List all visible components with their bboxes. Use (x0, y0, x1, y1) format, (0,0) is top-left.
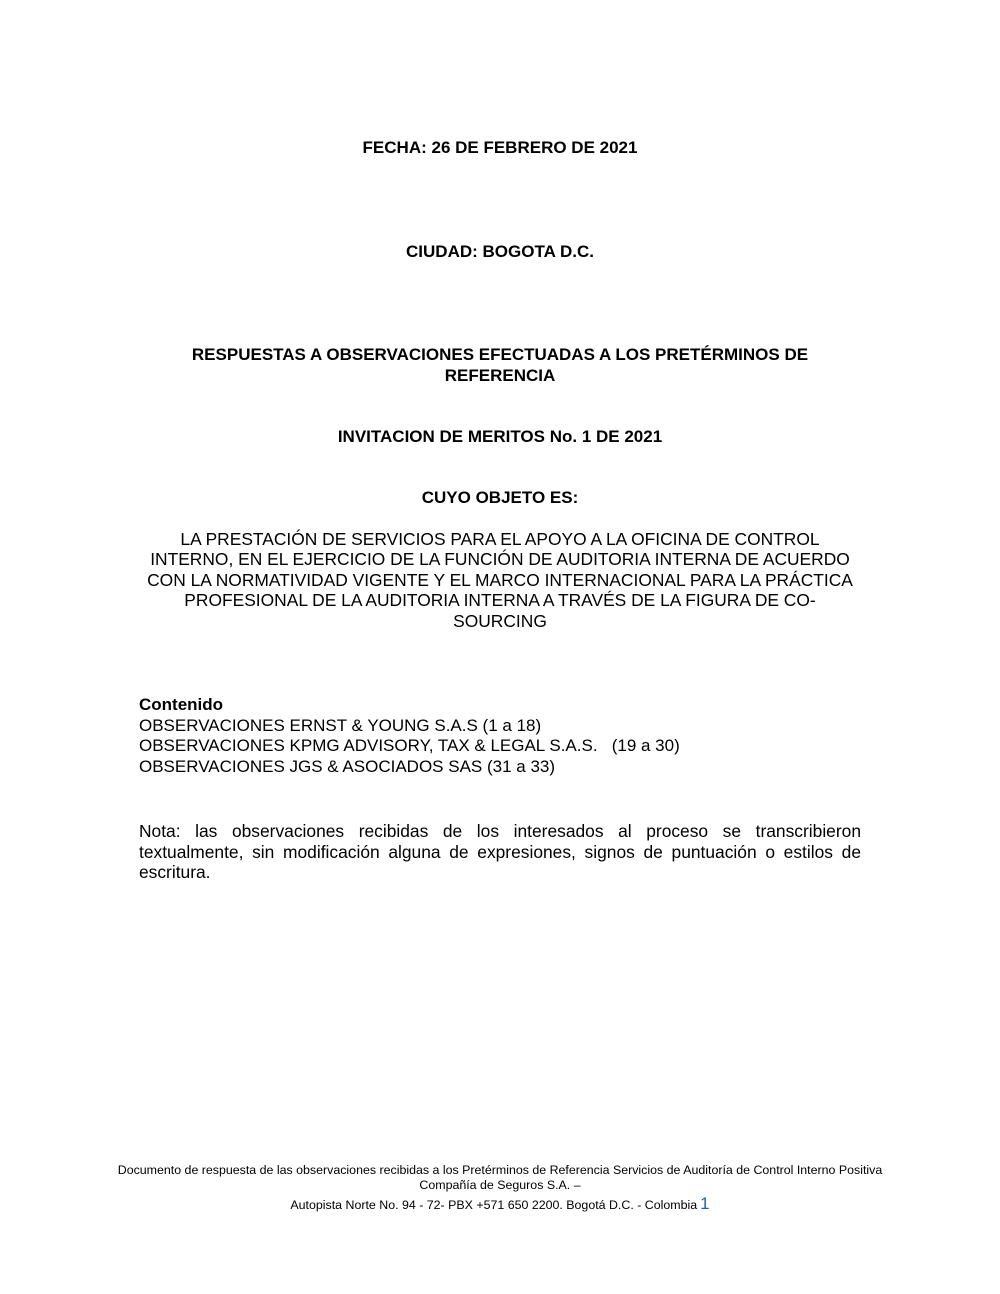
footer-description: Documento de respuesta de las observaciones recibidas a los Pretérminos de Referencia Servicios de Auditoría de Control Interno Positiva Compañía de Seguros S.A. – (117, 1163, 883, 1192)
page-number: 1 (700, 1194, 710, 1213)
object-heading: CUYO OBJETO ES: (421, 488, 579, 507)
date-heading: FECHA: 26 DE FEBRERO DE 2021 (362, 138, 638, 157)
contents-title: Contenido (139, 695, 224, 714)
footer-address: Autopista Norte No. 94 - 72- PBX +571 650 2200. Bogotá D.C. - Colombia (290, 1198, 698, 1212)
contents-item: OBSERVACIONES ERNST & YOUNG S.A.S (1 a 18) (139, 715, 542, 735)
document-title: RESPUESTAS A OBSERVACIONES EFECTUADAS A LOS PRETÉRMINOS DE REFERENCIA (191, 345, 809, 385)
invitation-heading: INVITACION DE MERITOS No. 1 DE 2021 (337, 427, 663, 446)
contents-section (139, 695, 861, 777)
page-footer (100, 1163, 900, 1213)
city-heading: CIUDAD: BOGOTA D.C. (406, 242, 594, 261)
contents-item: OBSERVACIONES KPMG ADVISORY, TAX & LEGAL S.A.S. (19 a 30) (139, 736, 680, 755)
note-paragraph: Nota: las observaciones recibidas de los interesados al proceso se transcribieron textualmente, sin modificación alguna de expresiones, signos de puntuación o estilos de escritura. (139, 821, 861, 882)
contents-item: OBSERVACIONES JGS & ASOCIADOS SAS (31 a 33) (139, 756, 556, 776)
object-description: LA PRESTACIÓN DE SERVICIOS PARA EL APOYO A LA OFICINA DE CONTROL INTERNO, EN EL EJERCICIO DE LA FUNCIÓN DE AUDITORIA INTERNA DE ACUERDO CON LA NORMATIVIDAD VIGENTE Y EL MARCO INTERNACIONAL PARA LA PRÁCTICA PROFESIONAL DE LA AUDITORIA INTERNA A TRAVÉS DE LA FIGURA DE CO-SOURCING (147, 529, 853, 631)
footer-address-line (100, 1196, 900, 1213)
